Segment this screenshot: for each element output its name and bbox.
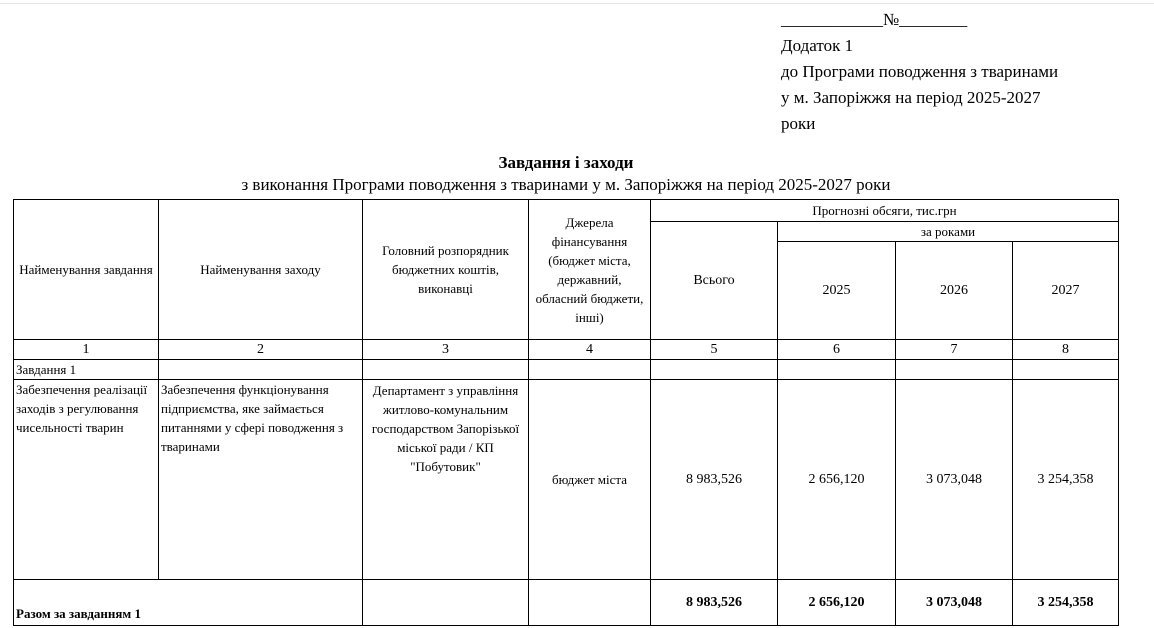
appendix-label: Додаток 1 [781, 36, 854, 55]
header-manager: Головний розпорядник бюджетних коштів, виконавці [363, 200, 529, 340]
totals-2027: 3 254,358 [1013, 580, 1119, 626]
funding-cell: бюджет міста [529, 380, 651, 580]
task-cell: Забезпечення реалізації заходів з регулювання чисельності тварин [14, 380, 159, 580]
appendix-text-line: до Програми поводження з тваринами [781, 62, 1059, 81]
column-number: 1 [14, 340, 159, 360]
column-number: 4 [529, 340, 651, 360]
header-forecast: Прогнозні обсяги, тис.грн [651, 200, 1119, 222]
totals-2025: 2 656,120 [778, 580, 896, 626]
tasks-table [13, 199, 1119, 626]
totals-label: Разом за завданням 1 [14, 580, 363, 626]
column-number: 3 [363, 340, 529, 360]
appendix-text-line: роки [781, 114, 816, 133]
totals-row [14, 580, 1119, 626]
registration-line: ____________№________ [781, 10, 968, 29]
document-heading [0, 152, 1132, 196]
section-title: Завдання 1 [14, 360, 159, 380]
top-divider [0, 3, 1154, 4]
total-cell: 8 983,526 [651, 380, 778, 580]
column-number: 6 [778, 340, 896, 360]
header-total: Всього [651, 222, 778, 340]
totals-total: 8 983,526 [651, 580, 778, 626]
year-2026-cell: 3 073,048 [896, 380, 1013, 580]
header-funding-source: Джерела фінансування (бюджет міста, державний, обласний бюджети, інші) [529, 200, 651, 340]
executor-cell: Департамент з управління житлово-комунальним господарством Запорізької міської ради / КП "Побутовик" [363, 380, 529, 580]
year-2027-cell: 3 254,358 [1013, 380, 1119, 580]
header-year-2026: 2026 [896, 242, 1013, 340]
document-title: Завдання і заходи [498, 153, 634, 172]
year-2025-cell: 2 656,120 [778, 380, 896, 580]
section-row [14, 360, 1119, 380]
header-by-years: за роками [778, 222, 1119, 242]
column-number-row [14, 340, 1119, 360]
appendix-text-line: у м. Запоріжжя на період 2025-2027 [781, 88, 1041, 107]
column-number: 5 [651, 340, 778, 360]
measure-cell: Забезпечення функціонування підприємства, яке займається питаннями у сфері поводження з тваринами [159, 380, 363, 580]
document-subtitle: з виконання Програми поводження з тваринами у м. Запоріжжя на період 2025-2027 роки [241, 175, 891, 194]
column-number: 2 [159, 340, 363, 360]
table-row [14, 380, 1119, 580]
header-task-name: Найменування завдання [14, 200, 159, 340]
header-measure-name: Найменування заходу [159, 200, 363, 340]
appendix-block [781, 7, 1141, 137]
column-number: 8 [1013, 340, 1119, 360]
header-year-2027: 2027 [1013, 242, 1119, 340]
totals-2026: 3 073,048 [896, 580, 1013, 626]
column-number: 7 [896, 340, 1013, 360]
header-year-2025: 2025 [778, 242, 896, 340]
